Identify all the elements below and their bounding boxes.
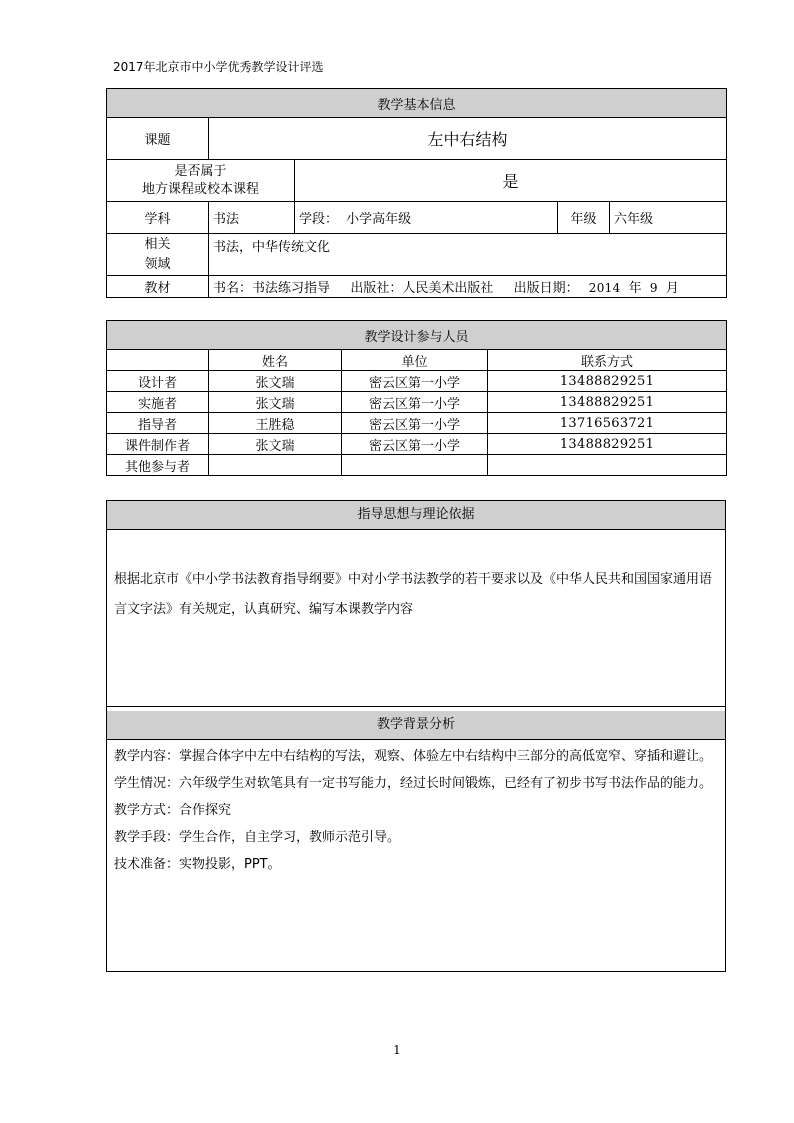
table-row [107,434,727,455]
field-label [107,234,209,276]
participants-title: 教学设计参与人员 [107,321,727,350]
topic-value: 左中右结构 [209,118,727,160]
phone-cell: 13488829251 [488,434,727,455]
name-cell: 张文瑞 [209,434,342,455]
background-section [106,706,726,972]
phone-cell [488,455,727,476]
phone-cell: 13488829251 [488,371,727,392]
pubdate-label: 出版日期： [513,281,579,296]
column-header: 联系方式 [488,350,727,371]
stage-cell [295,202,558,234]
local-course-label-line2: 地方课程或校本课程 [141,181,259,197]
publisher-label: 出版社： [350,281,403,296]
unit-cell: 密云区第一小学 [342,392,488,413]
background-paragraph: 学生情况：六年级学生对软笔具有一定书写能力，经过长时间锻炼，已经有了初步书写书法作品的能力。 [114,776,713,791]
table-row [107,455,727,476]
basic-info-title: 教学基本信息 [107,89,727,118]
publisher-value: 人民美术出版社 [402,281,494,296]
background-paragraph: 教学手段：学生合作，自主学习，教师示范引导。 [114,830,401,845]
column-header: 姓名 [209,350,342,371]
guiding-title: 指导思想与理论依据 [107,501,725,530]
pubdate-year-unit: 年 [628,281,642,296]
field-label-line2: 领域 [144,256,171,272]
role-cell: 设计者 [107,371,209,392]
phone-cell: 13488829251 [488,392,727,413]
local-course-label [107,160,295,202]
column-header [107,350,209,371]
unit-cell: 密云区第一小学 [342,371,488,392]
stage-label: 学段： [299,212,339,227]
table-row [107,413,727,434]
background-title: 教学背景分析 [107,711,725,740]
pubdate-year: 2014 [588,281,621,295]
textbook-value [209,276,727,298]
role-cell: 课件制作者 [107,434,209,455]
field-value: 书法，中华传统文化 [209,234,727,276]
local-course-value: 是 [295,160,727,202]
role-cell: 实施者 [107,392,209,413]
participants-table [106,320,727,476]
basic-info-table [106,88,727,298]
document-header: 2017年北京市中小学优秀教学设计评选 [113,60,324,74]
name-cell: 张文瑞 [209,371,342,392]
field-label-line1: 相关 [144,236,171,252]
subject-label: 学科 [107,202,209,234]
unit-cell: 密云区第一小学 [342,413,488,434]
background-paragraph: 教学内容：掌握合体字中左中右结构的写法，观察、体验左中右结构中三部分的高低宽窄、穿插和避让。 [114,749,713,764]
unit-cell: 密云区第一小学 [342,434,488,455]
background-content [114,743,719,878]
role-cell: 其他参与者 [107,455,209,476]
table-row [107,392,727,413]
column-header: 单位 [342,350,488,371]
book-value: 书法练习指导 [252,281,331,296]
topic-label: 课题 [107,118,209,160]
guiding-text: 根据北京市《中小学书法教育指导纲要》中对小学书法教学的若干要求以及《中华人民共和国国家通用语言文字法》有关规定，认真研究、编写本课教学内容 [114,572,713,617]
grade-value: 六年级 [610,202,727,234]
guiding-section [106,500,726,707]
pubdate-month: 9 [649,281,658,295]
pubdate-month-unit: 月 [665,281,679,296]
background-paragraph: 教学方式：合作探究 [114,803,232,818]
page-number: 1 [393,1043,401,1057]
textbook-label: 教材 [107,276,209,298]
subject-value: 书法 [209,202,295,234]
phone-cell: 13716563721 [488,413,727,434]
book-label: 书名： [213,281,253,296]
table-row [107,371,727,392]
stage-value: 小学高年级 [346,212,412,227]
local-course-label-line1: 是否属于 [174,163,227,179]
name-cell: 王胜稳 [209,413,342,434]
unit-cell [342,455,488,476]
name-cell: 张文瑞 [209,392,342,413]
name-cell [209,455,342,476]
grade-label: 年级 [558,202,610,234]
role-cell: 指导者 [107,413,209,434]
background-paragraph: 技术准备：实物投影，PPT。 [114,857,281,872]
